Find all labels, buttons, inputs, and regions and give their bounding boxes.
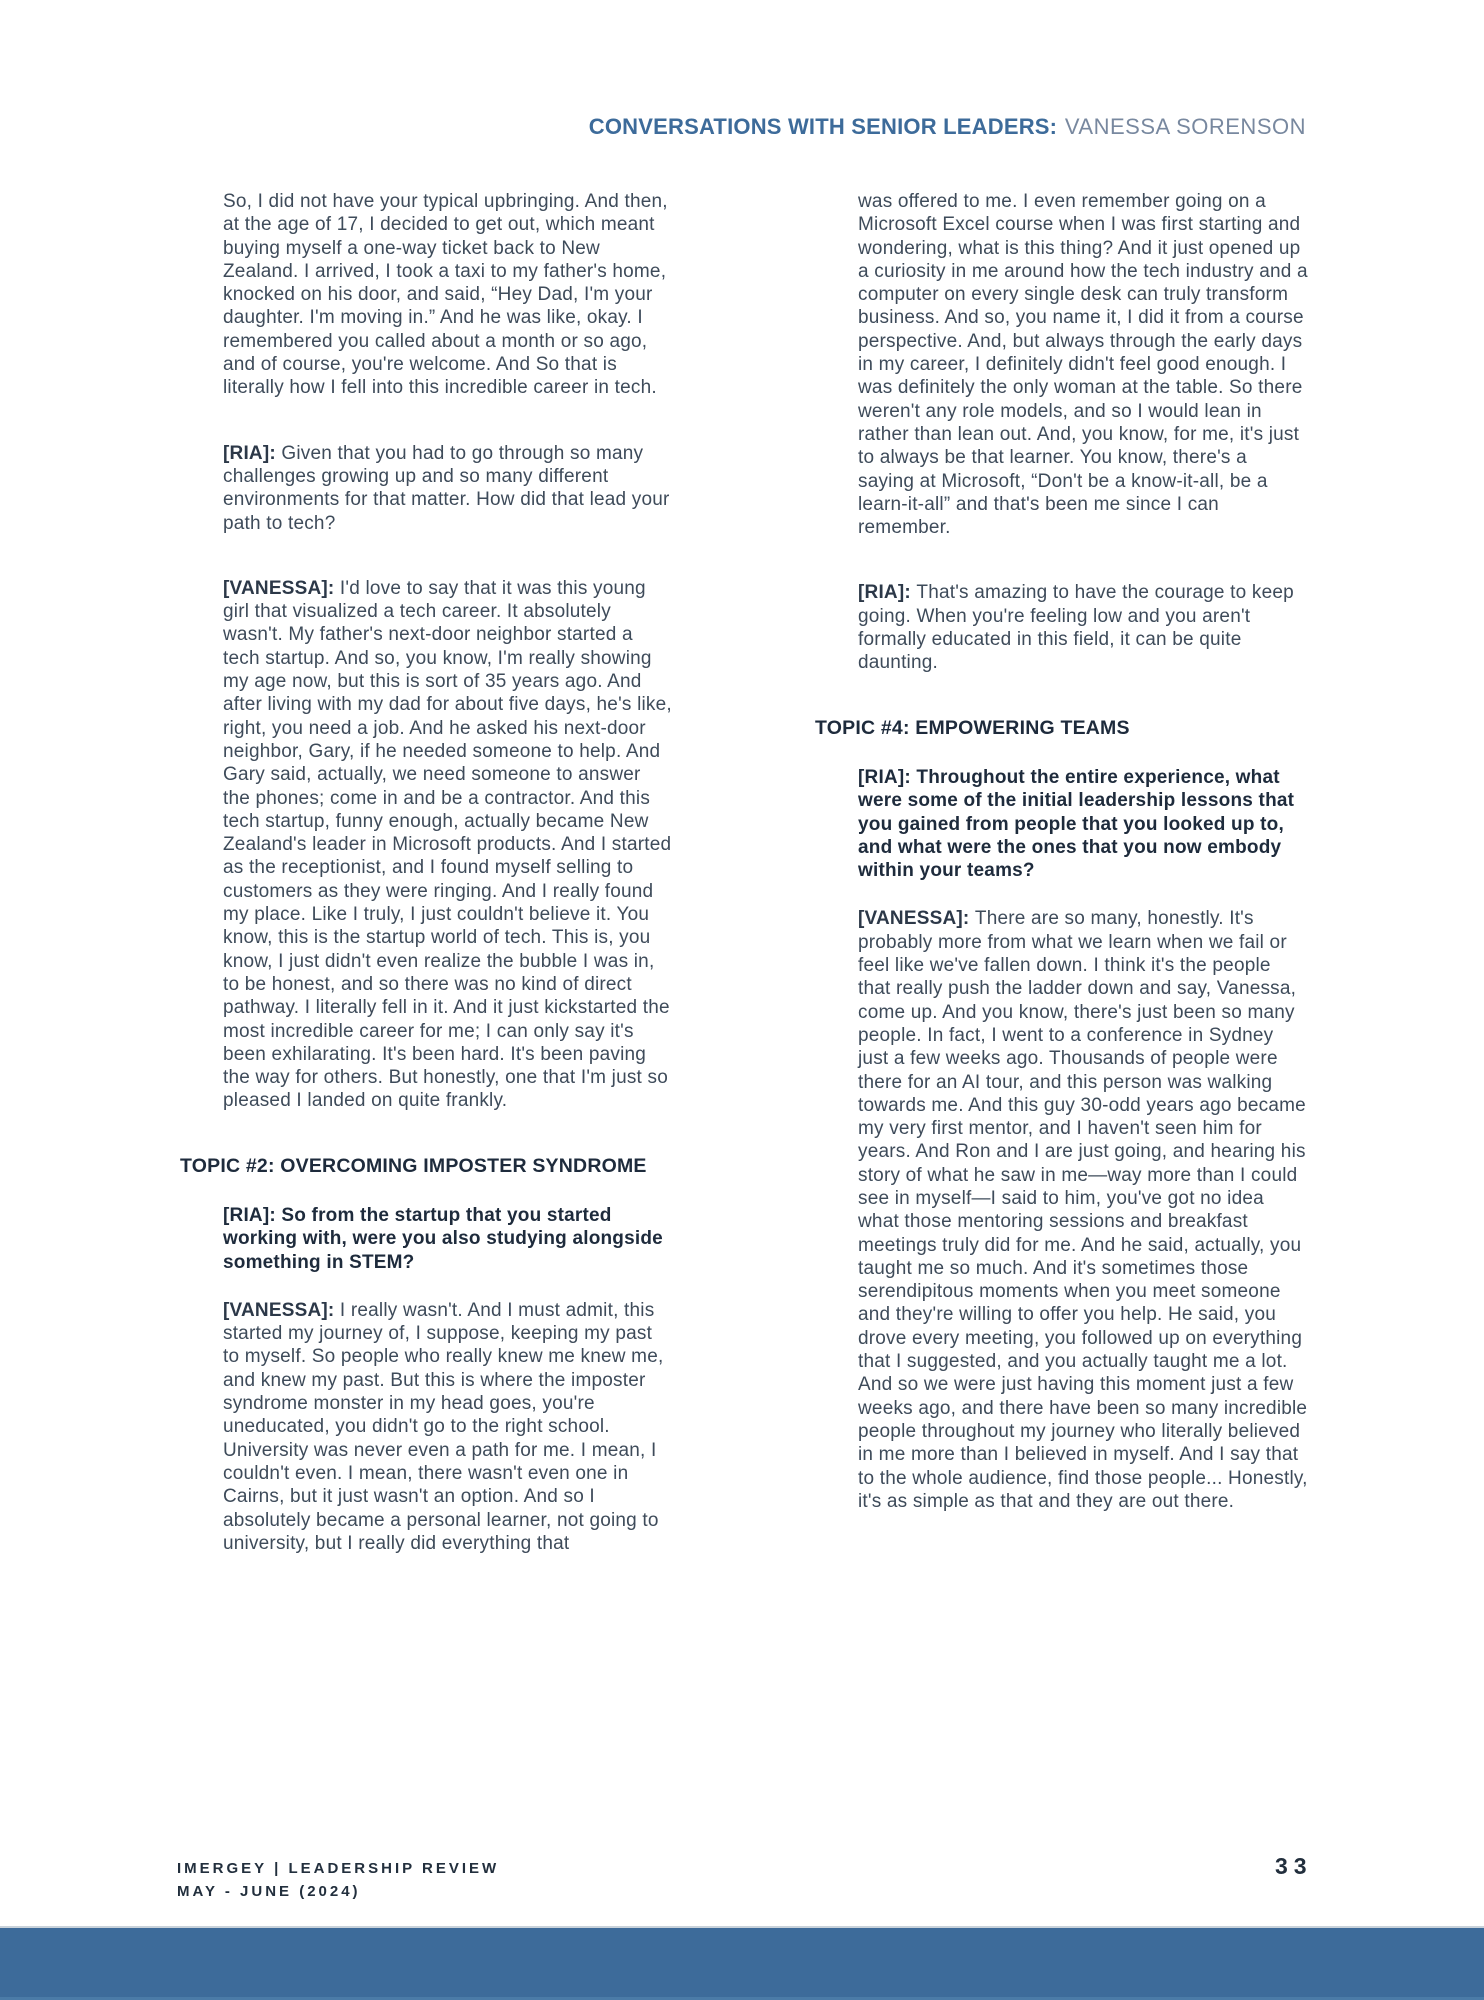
speaker-tag: [VANESSA]: <box>223 1299 340 1321</box>
publication-name: IMERGEY | LEADERSHIP REVIEW <box>177 1860 500 1877</box>
speech-paragraph: [RIA]: Throughout the entire experience, what were some of the initial leadership lessons that you gained from people that you looked up to, and what were the ones that you now embody within your teams? <box>858 766 1295 882</box>
speaker-tag: [RIA]: <box>858 582 917 604</box>
speaker-tag: [VANESSA]: <box>858 908 975 930</box>
speaker-tag: [VANESSA]: <box>223 577 340 599</box>
topic-heading: TOPIC #2: OVERCOMING IMPOSTER SYNDROME <box>180 1154 647 1177</box>
left-column <box>180 190 672 1597</box>
speech-paragraph: [VANESSA]: There are so many, honestly. It's probably more from what we learn when we fail or feel like we've fallen down. I think it's the people that really push the ladder down and say, Vanessa, come up. And you know, there's just been so many people. In fact, I went to a conference in Sydney just a few weeks ago. Thousands of people were there for an AI tour, and this person was walking towards me. And this guy 30-odd years ago became my very first mentor, and I haven't seen him for years. And Ron and I are just going, and hearing his story of what he saw in me—way more than I could see in myself—I said to him, you've got no idea what those mentoring sessions and breakfast meetings truly did for me. And he said, actually, you taught me so much. And it's sometimes those serendipitous moments when you meet someone and they're willing to offer you help. He said, you drove every meeting, you followed up on everything that I suggested, and you actually taught me a lot. And so we were just having this moment just a few weeks ago, and there have been so many incredible people throughout my journey who literally believed in me more than I believed in myself. And I say that to the whole audience, find those people... Honestly, it's as simple as that and they are out there. <box>858 908 1308 1512</box>
page-number: 33 <box>1275 1853 1313 1879</box>
speech-paragraph: [VANESSA]: I'd love to say that it was this young girl that visualized a tech career. It absolutely wasn't. My father's next-door neighbor started a tech startup. And so, you know, I'm really showing my age now, but this is sort of 35 years ago. And after living with my dad for about five days, he's like, right, you need a job. And he asked his next-door neighbor, Gary, if he needed someone to help. And Gary said, actually, we need someone to answer the phones; come in and be a contractor. And this tech startup, funny enough, actually became New Zealand's leader in Microsoft products. And I started as the receptionist, and I found myself selling to customers as they were ringing. And I really found my place. Like I truly, I just couldn't believe it. You know, this is the startup world of tech. This is, you know, I just didn't even realize the bubble I was in, to be honest, and so there was no kind of direct pathway. I literally fell in it. And it just kickstarted the most incredible career for me; I can only say it's been exhilarating. It's been hard. It's been paving the way for others. But honestly, one that I'm just so pleased I landed on quite frankly. <box>223 577 672 1112</box>
issue-date: MAY - JUNE (2024) <box>177 1883 361 1900</box>
bottom-bar <box>0 1926 1484 2000</box>
page-header <box>589 112 1306 142</box>
series-title: CONVERSATIONS WITH SENIOR LEADERS: <box>588 114 1058 139</box>
speech-paragraph: [RIA]: So from the startup that you started working with, were you also studying alongside something in STEM? <box>223 1204 663 1273</box>
speech-paragraph: [RIA]: That's amazing to have the courage to keep going. When you're feeling low and you aren't formally educated in this field, it can be quite daunting. <box>858 582 1294 674</box>
speech-paragraph: [RIA]: Given that you had to go through so many challenges growing up and so many different environments for that matter. How did that lead your path to tech? <box>223 442 670 534</box>
right-column <box>815 190 1308 1555</box>
paragraph: was offered to me. I even remember going on a Microsoft Excel course when I was first starting and wondering, what is this thing? And it just opened up a curiosity in me around how the tech industry and a computer on every single desk can truly transform business. And so, you name it, I did it from a course perspective. And, but always through the early days in my career, I definitely didn't feel good enough. I was definitely the only woman at the table. So there weren't any role models, and so I would lean in rather than lean out. And, you know, for me, it's just to always be that learner. You know, there's a saying at Microsoft, “Don't be a know-it-all, be a learn-it-all” and that's been me since I can remember. <box>858 191 1308 539</box>
speaker-tag: [RIA]: <box>223 442 282 464</box>
speech-paragraph: [VANESSA]: I really wasn't. And I must admit, this started my journey of, I suppose, keeping my past to myself. So people who really knew me knew me, and knew my past. But this is where the imposter syndrome monster in my head goes, you're uneducated, you didn't go to the right school. University was never even a path for me. I mean, I couldn't even. I mean, there wasn't even one in Cairns, but it just wasn't an option. And so I absolutely became a personal learner, not going to university, but I really did everything that <box>223 1299 664 1554</box>
paragraph: So, I did not have your typical upbringing. And then, at the age of 17, I decided to get out, which meant buying myself a one-way ticket back to New Zealand. I arrived, I took a taxi to my father's home, knocked on his door, and said, “Hey Dad, I'm your daughter. I'm moving in.” And he was like, okay. I remembered you called about a month or so ago, and of course, you're welcome. And So that is literally how I fell into this incredible career in tech. <box>223 191 668 399</box>
speaker-tag: [RIA]: <box>858 766 917 788</box>
interviewee-name: VANESSA SORENSON <box>1064 114 1306 139</box>
footer <box>177 1857 499 1903</box>
speaker-tag: [RIA]: <box>223 1204 282 1226</box>
topic-heading: TOPIC #4: EMPOWERING TEAMS <box>815 716 1130 739</box>
